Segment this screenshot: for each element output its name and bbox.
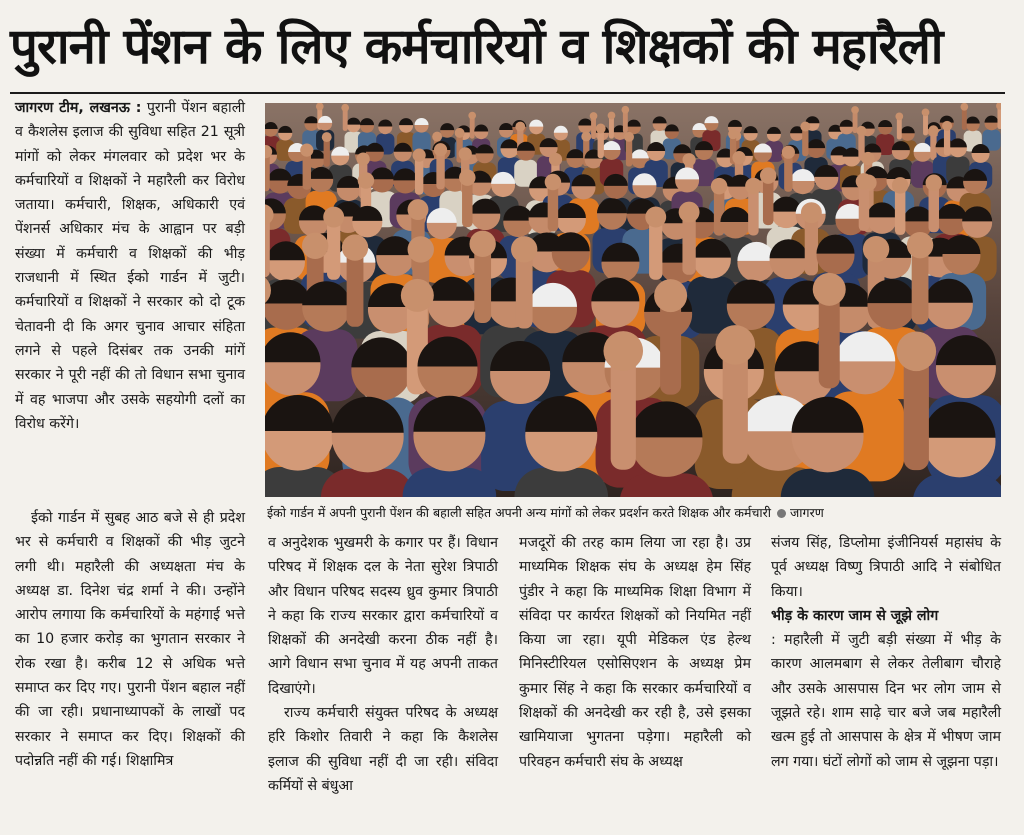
protest-crowd-image	[265, 103, 1001, 497]
photo-caption	[267, 502, 1007, 524]
caption-credit: जागरण	[790, 505, 824, 520]
paragraph: संजय सिंह, डिप्लोमा इंजीनियर्स महासंघ के पूर्व अध्यक्ष विष्णु त्रिपाठी आदि ने संबोधित किया।	[771, 535, 1001, 600]
article-column-2	[268, 531, 498, 798]
caption-text: ईको गार्डन में अपनी पुरानी पेंशन की बहाली सहित अपनी अन्य मांगों को लेकर प्रदर्शन करते शिक्षक और कर्मचारी	[267, 505, 772, 520]
article-column-3	[519, 531, 751, 774]
article-column-1-top	[15, 96, 245, 436]
paragraph: : महारैली में जुटी बड़ी संख्या में भीड़ के कारण आलमबाग से लेकर तेलीबाग चौराहे और उसके आसपास दिन भर लोग जाम से जूझते रहे। शाम साढ़े चार बजे जब महारैली खत्म हुई तो आसपास के क्षेत्र में भीषण जाम लग गया। घंटों लोगों को जाम से जूझना पड़ा।	[771, 632, 1001, 770]
paragraph: ईको गार्डन में सुबह आठ बजे से ही प्रदेश भर से कर्मचारी व शिक्षकों की भीड़ जुटने लगी थी। महारैली की अध्यक्षता मंच के अध्यक्ष डा. दिनेश चंद्र शर्मा ने की। उन्होंने आरोप लगाया कि कर्मचारियों के महंगाई भत्ते का 10 हजार करोड़ का भुगतान सरकार ने रोक रखा है। करीब 12 से अधिक भत्ते समाप्त कर दिए गए। पुरानी पेंशन बहाल नहीं की जा रही। प्रधानाध्यापकों के लाखों पद सरकार ने समाप्त कर दिए। शिक्षकों की पदोन्नति नहीं की गई। शिक्षामित्र	[15, 510, 245, 769]
paragraph: मजदूरों की तरह काम लिया जा रहा है। उप्र माध्यमिक शिक्षक संघ के अध्यक्ष हेम सिंह पुंडीर ने कहा कि माध्यमिक शिक्षा विभाग में संविदा पर कार्यरत शिक्षकों को नियमित नहीं किया जा रहा। यूपी मेडिकल एंड हेल्थ मिनिस्टीरियल एसोसिएशन के अध्यक्ष प्रेम कुमार सिंह ने कहा कि सरकार कर्मचारियों व शिक्षकों की अनदेखी कर रही है, उसे इसका खामियाजा भुगतना पड़ेगा। महारैली को परिवहन कर्मचारी संघ के अध्यक्ष	[519, 535, 751, 770]
headline-rule	[10, 92, 1005, 94]
credit-dot	[777, 509, 786, 518]
dateline: जागरण टीम, लखनऊ :	[15, 100, 142, 116]
paragraph: राज्य कर्मचारी संयुक्त परिषद के अध्यक्ष हरि किशोर तिवारी ने कहा कि कैशलेस इलाज की सुविधा नहीं दी जा रही। संविदा कर्मियों से बंधुआ	[268, 705, 498, 794]
adjacent-article-edge	[1008, 0, 1024, 835]
article-column-1-bottom	[15, 506, 245, 773]
news-photo	[265, 103, 1001, 497]
headline: पुरानी पेंशन के लिए कर्मचारियों व शिक्षकों की महारैली	[10, 18, 943, 75]
article-column-4	[771, 531, 1001, 774]
subheading: भीड़ के कारण जाम से जूझे लोग	[771, 607, 939, 624]
paragraph: व अनुदेशक भुखमरी के कगार पर हैं। विधान परिषद में शिक्षक दल के नेता सुरेश त्रिपाठी और विधान परिषद सदस्य ध्रुव कुमार त्रिपाठी ने कहा कि राज्य सरकार द्वारा कर्मचारियों व शिक्षकों की अनदेखी करना ठीक नहीं है। आगे विधान सभा चुनाव में यह अपनी ताकत दिखाएंगे।	[268, 535, 498, 697]
lead-paragraph: पुरानी पेंशन बहाली व कैशलेस इलाज की सुविधा सहित 21 सूत्री मांगों को लेकर मंगलवार को प्रदेश भर के कर्मचारियों व शिक्षकों ने महारैली कर विरोध जताया। कर्मचारी, शिक्षक, अधिकारी एवं पेंशनर्स अधिकार मंच के आह्वान पर बड़ी संख्या में कर्मचारी व शिक्षकों की भीड़ राजधानी में स्थित ईको गार्डन में जुटी। कर्मचारियों व शिक्षकों ने सरकार को दो टूक चेतावनी दी कि अगर चुनाव आचार संहिता लगने से पहले दिसंबर तक उनकी मांगें सरकार ने पूरी नहीं की तो विधान सभा चुनाव में वह भाजपा और उसके सहयोगी दलों का विरोध करेंगे।	[15, 100, 245, 432]
